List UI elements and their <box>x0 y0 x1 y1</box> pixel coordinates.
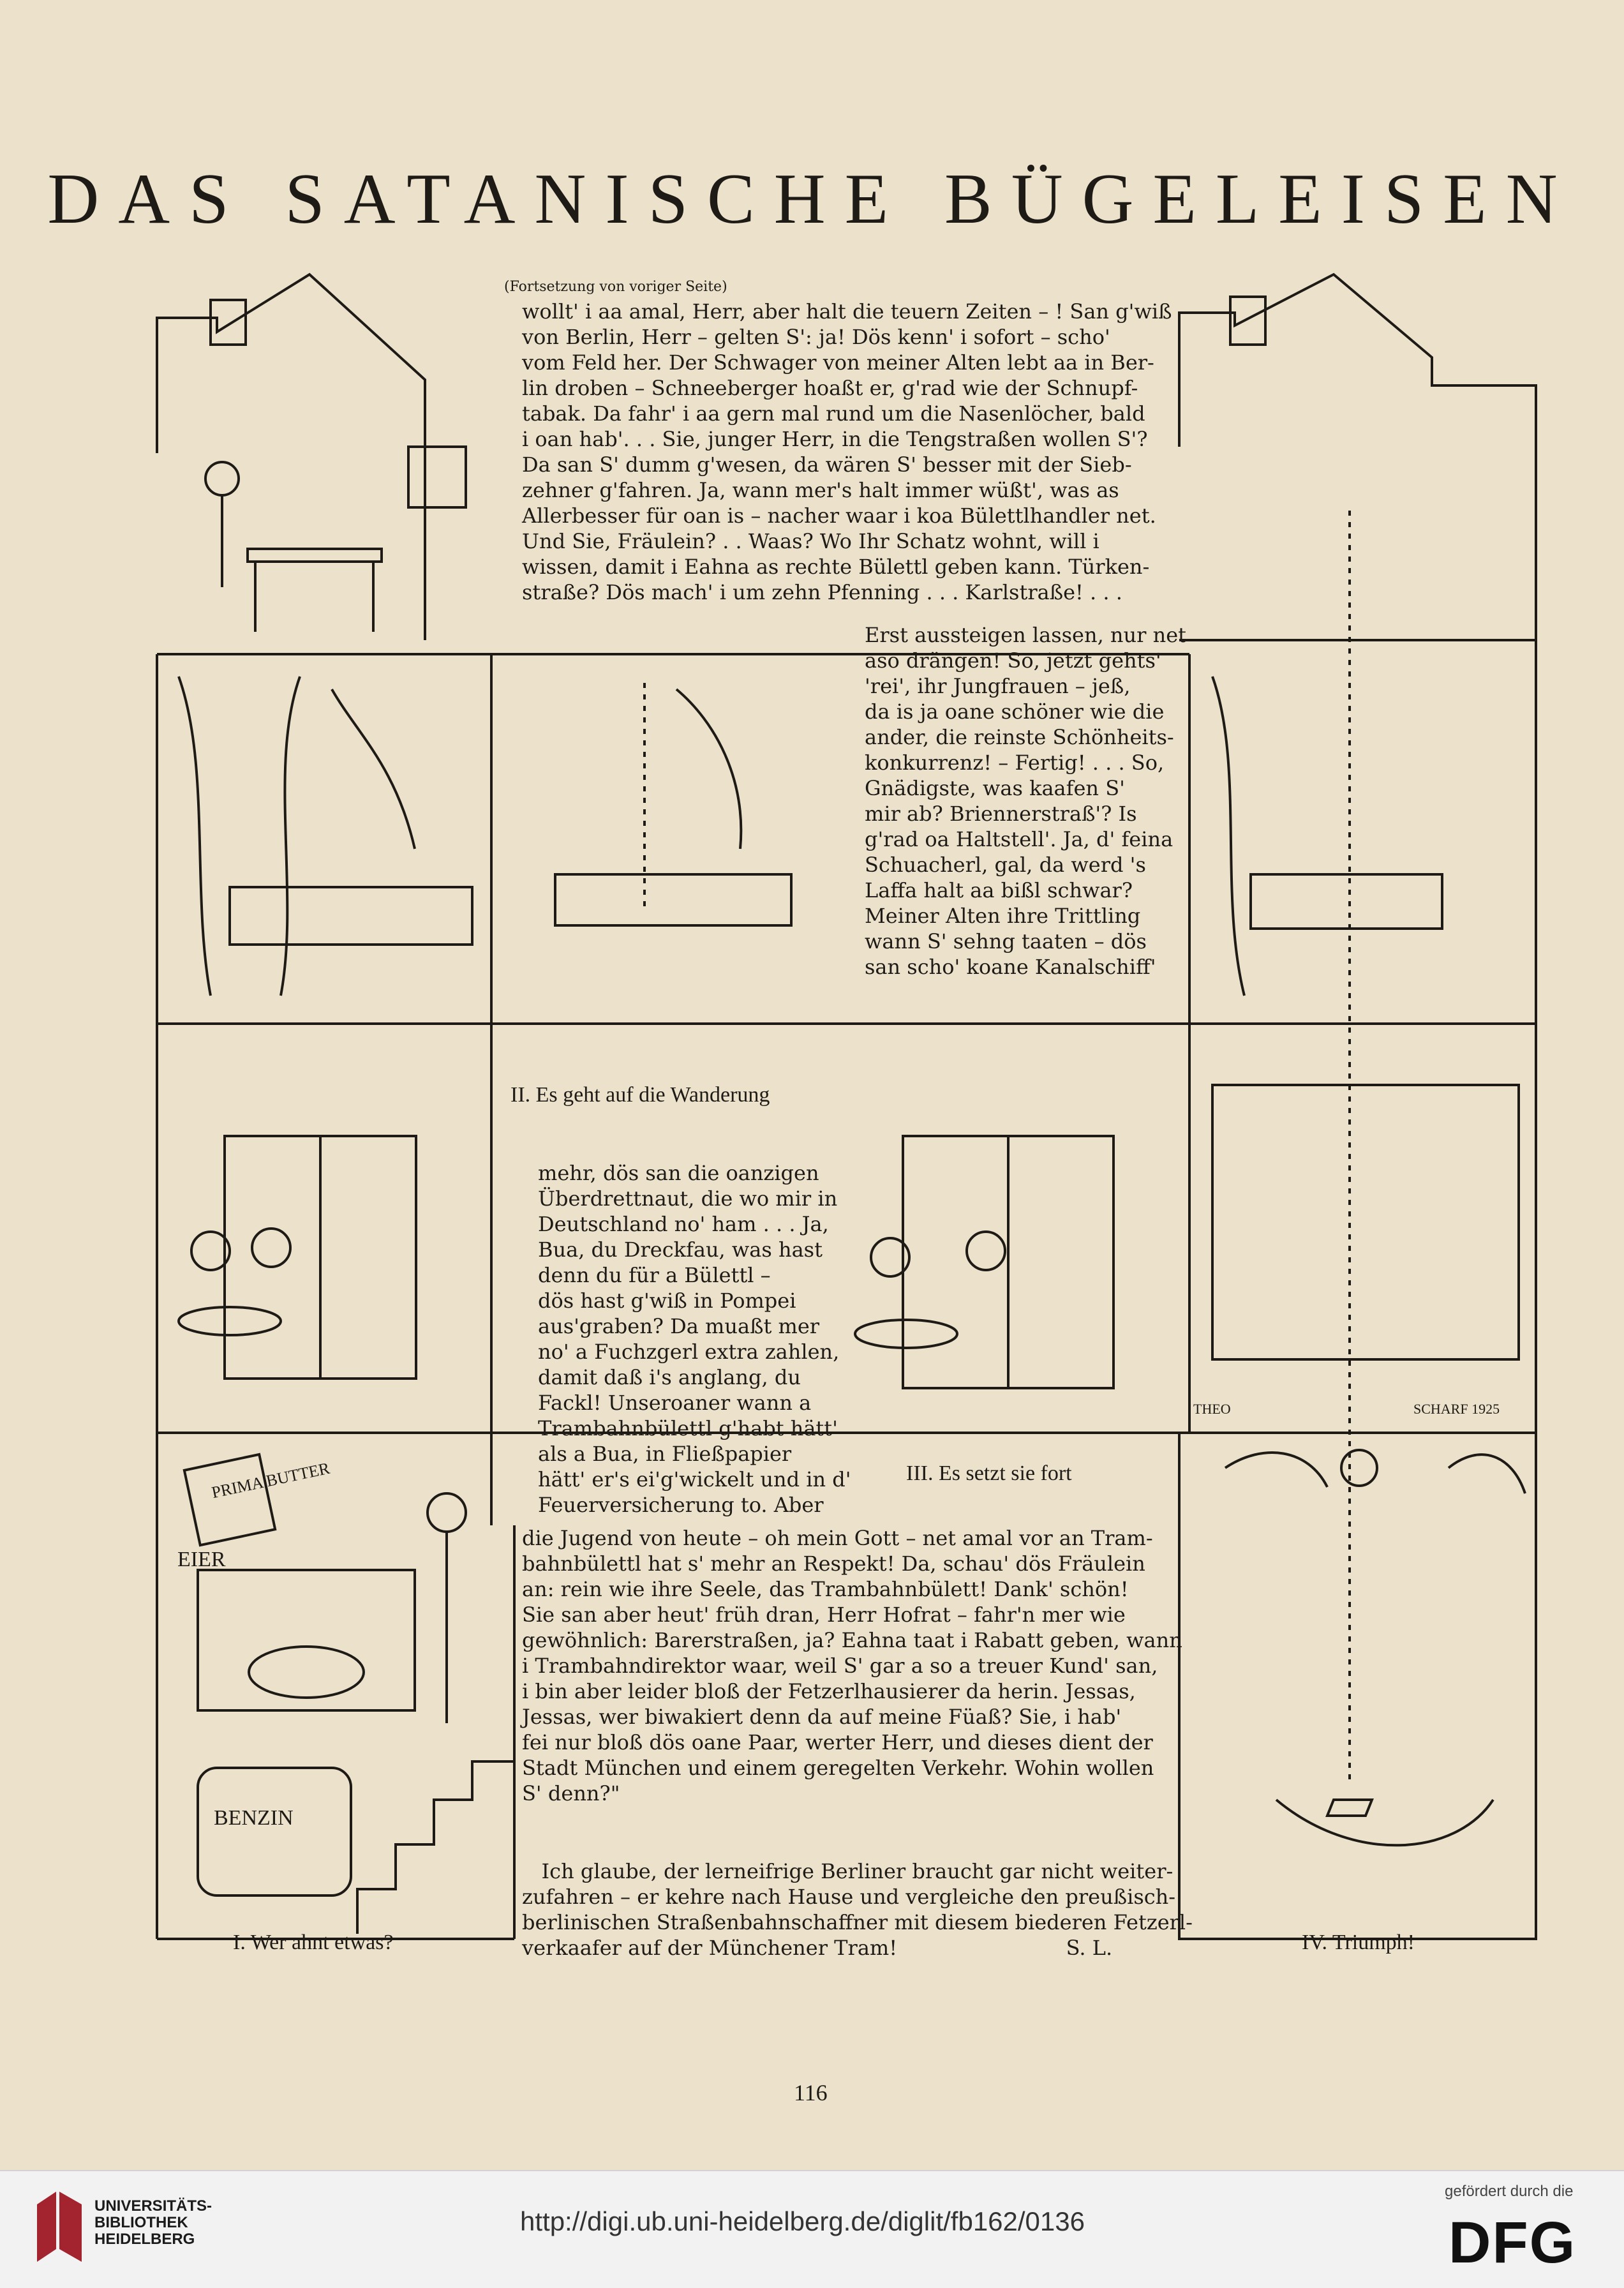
story-text-bottom: die Jugend von heute – oh mein Gott – net amal vor an Tram- bahnbülettl hat s' mehr an Respekt! Da, schau' dös Fräulein an: rein wie ihre Seele, das Trambahnbülett! Dank' schön! Sie san aber heut' früh dran, Herr Hofrat – fahr'n mer wie gewöhnlich: Barerstraßen, ja? Eahna taat i Rabatt geben, wann i Trambahndirektor waar, weil S' gar a so a treuer Kund' san, i bin aber leider bloß der Fetzerlhausierer da herin. Jessas, Jessas, wer biwakiert denn da auf meine Füaß? Sie, i hab' fei nur bloß dös oane Paar, werter Herr, und dieses dient der Stadt München und einem geregelten Verkehr. Wohin wollen S' denn?" <box>522 1526 1182 1806</box>
sign-prima-butter: PRIMA BUTTER <box>209 1458 332 1502</box>
dfg-logo: DFG <box>1449 2210 1577 2275</box>
caption-II: II. Es geht auf die Wanderung <box>510 1083 770 1107</box>
story-text-mid: mehr, dös san die oanzigen Überdrettnaut, die wo mir in Deutschland no' ham . . . Ja, Bua, du Dreckfau, was hast denn du für a Bülettl – dös hast g'wiß in Pompei aus'graben? Da muaßt mer no' a Fuchzgerl extra zahlen, damit daß i's anglang, du Fackl! Unseroaner wann a Trambahnbülettl g'habt hätt' als a Bua, in Fließpapier hätt' er's ei'g'wickelt und in d' Feuerversicherung to. Aber <box>538 1161 851 1517</box>
funding-note: gefördert durch die <box>1445 2183 1574 2200</box>
viewer-footer <box>0 2170 1624 2288</box>
signature-scharf: SCHARF 1925 <box>1413 1401 1500 1417</box>
sign-benzin: BENZIN <box>214 1806 294 1830</box>
university-library-logo-icon <box>31 2185 88 2275</box>
permalink[interactable]: http://digi.ub.uni-heidelberg.de/diglit/fb162/0136 <box>520 2206 1085 2236</box>
library-name: UNIVERSITÄTS- BIBLIOTHEK HEIDELBERG <box>94 2197 212 2248</box>
caption-I: I. Wer ahnt etwas? <box>233 1931 394 1954</box>
caption-IV: IV. Triumph! <box>1302 1931 1415 1954</box>
page-title: DAS SATANISCHE BÜGELEISEN <box>47 160 1577 239</box>
story-text-end: Ich glaube, der lerneifrige Berliner braucht gar nicht weiter- zufahren – er kehre nach Hause und vergleiche den preußisch- berlinischen Straßenbahnschaffner mit diesem biederen Fetzerl- verkaafer auf der Münchener Tram! S. L. <box>522 1859 1193 1960</box>
page-number: 116 <box>794 2080 828 2105</box>
caption-III: III. Es setzt sie fort <box>906 1462 1072 1485</box>
sign-eier: EIER <box>177 1548 226 1571</box>
continuation-note: (Fortsetzung von voriger Seite) <box>504 279 727 295</box>
signature-theo: THEO <box>1193 1401 1231 1417</box>
story-text-top: wollt' i aa amal, Herr, aber halt die teuern Zeiten – ! San g'wiß von Berlin, Herr – gelten S': ja! Dös kenn' i sofort – scho' vom Feld her. Der Schwager von meiner Alten lebt aa in Ber- lin droben – Schneeberger hoaßt er, g'rad wie der Schnupf- tabak. Da fahr' i aa gern mal rund um die Nasenlöcher, bald i oan hab'. . . Sie, junger Herr, in die Tengstraßen wollen S'? Da san S' dumm g'wesen, da wären S' besser mit der Sieb- zehner g'fahren. Ja, wann mer's halt immer wüßt', was as Allerbesser für oan is – nacher waar i koa Bülettlhandler net. Und Sie, Fräulein? . . Waas? Wo Ihr Schatz wohnt, will i wissen, damit i Eahna as rechte Bülettl geben kann. Türken- straße? Dös mach' i um zehn Pfenning . . . Karlstraße! . . . <box>522 299 1172 604</box>
story-text-right: Erst aussteigen lassen, nur net aso drängen! So, jetzt gehts' 'rei', ihr Jungfrauen – jeß, da is ja oane schöner wie die ander, die reinste Schönheits- konkurrenz! – Fertig! . . . So, Gnädigste, was kaafen S' mir ab? Briennerstraß'? Is g'rad oa Haltstell'. Ja, d' feina Schuacherl, gal, da werd 's Laffa halt aa bißl schwar? Meiner Alten ihre Trittling wann S' sehng taaten – dös san scho' koane Kanalschiff' <box>865 623 1187 979</box>
